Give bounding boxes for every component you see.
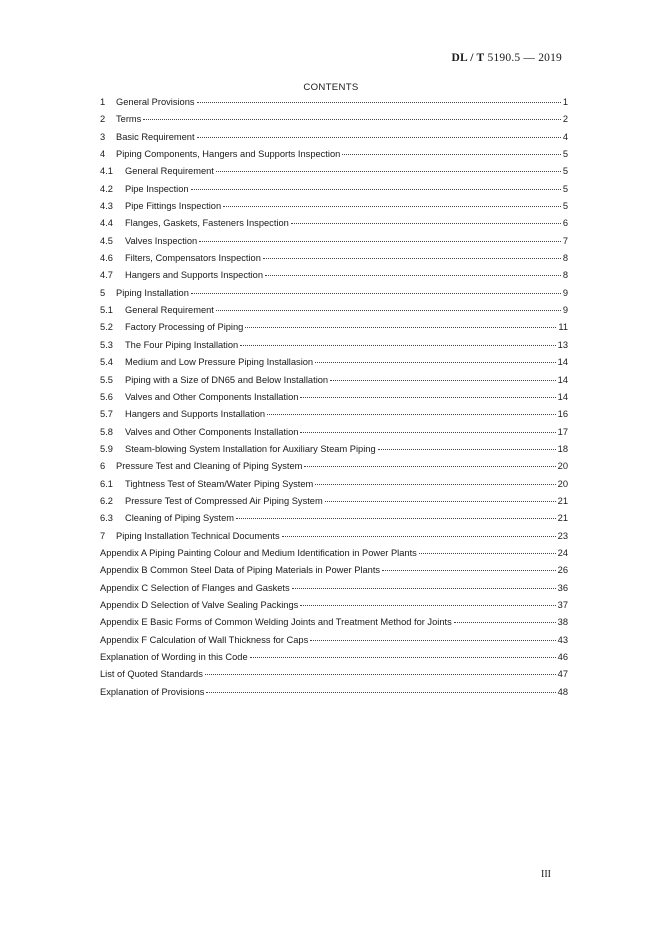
toc-entry-number: 4.4 — [100, 218, 113, 229]
toc-entry-number: 5.7 — [100, 409, 113, 420]
dot-leader — [382, 570, 556, 571]
toc-entry[interactable] — [100, 565, 568, 582]
toc-entry-number: 5.5 — [100, 374, 113, 385]
dot-leader — [282, 536, 556, 537]
toc-entry[interactable] — [100, 496, 568, 513]
dot-leader — [250, 657, 556, 658]
toc-entry-page: 18 — [557, 443, 568, 454]
toc-entry[interactable] — [100, 600, 568, 617]
toc-entry[interactable] — [100, 253, 568, 270]
toc-entry-title: Piping Components, Hangers and Supports Inspection — [116, 149, 341, 160]
toc-entry-number: 5.2 — [100, 322, 113, 333]
toc-entry[interactable] — [100, 652, 568, 669]
toc-entry-number: 5.6 — [100, 391, 113, 402]
toc-entry[interactable] — [100, 444, 568, 461]
toc-entry-page: 11 — [558, 322, 568, 333]
toc-entry-page: 4 — [562, 131, 568, 142]
toc-entry[interactable] — [100, 97, 568, 114]
toc-entry-title: General Provisions — [116, 97, 195, 107]
toc-entry[interactable] — [100, 201, 568, 218]
toc-entry[interactable] — [100, 357, 568, 374]
dot-leader — [342, 154, 561, 155]
dot-leader — [223, 206, 561, 207]
dot-leader — [267, 414, 556, 415]
toc-entry-title: Appendix D Selection of Valve Sealing Packings — [100, 599, 299, 610]
dot-leader — [325, 501, 556, 502]
toc-entry-number: 4.2 — [100, 183, 113, 194]
toc-entry-title: Medium and Low Pressure Piping Installasion — [125, 357, 314, 368]
toc-entry[interactable] — [100, 340, 568, 357]
toc-entry-page: 21 — [557, 513, 568, 524]
dot-leader — [191, 293, 561, 294]
toc-entry-page: 9 — [562, 287, 568, 298]
toc-entry[interactable] — [100, 513, 568, 530]
dot-leader — [300, 397, 555, 398]
dot-leader — [304, 466, 555, 467]
toc-entry[interactable] — [100, 548, 568, 565]
toc-entry[interactable] — [100, 218, 568, 235]
toc-entry-page: 38 — [557, 617, 568, 628]
toc-entry-page: 24 — [557, 547, 568, 558]
toc-entry-title: General Requirement — [125, 305, 214, 316]
toc-entry-title: Flanges, Gaskets, Fasteners Inspection — [125, 218, 289, 229]
toc-entry-page: 5 — [562, 166, 568, 177]
toc-entry-title: Valves and Other Components Installation — [125, 391, 299, 402]
toc-entry[interactable] — [100, 288, 568, 305]
toc-entry-title: Tightness Test of Steam/Water Piping System — [125, 478, 314, 489]
document-code — [451, 52, 562, 64]
toc-entry[interactable] — [100, 669, 568, 686]
dot-leader — [300, 605, 555, 606]
page-number: III — [541, 869, 551, 880]
toc-entry-page: 43 — [557, 634, 568, 645]
toc-entry-title: Appendix A Piping Painting Colour and Medium Identification in Power Plants — [100, 547, 417, 558]
toc-entry-title: Factory Processing of Piping — [125, 322, 244, 333]
toc-entry-title: Explanation of Provisions — [100, 686, 205, 697]
toc-entry-number: 4.1 — [100, 166, 113, 177]
toc-entry-number: 5.1 — [100, 305, 113, 316]
toc-entry-page: 6 — [562, 218, 568, 229]
toc-entry-title: Explanation of Wording in this Code — [100, 652, 248, 662]
toc-entry[interactable] — [100, 687, 568, 704]
toc-entry-page: 46 — [557, 652, 568, 662]
toc-entry-number: 1 — [100, 97, 106, 107]
dot-leader — [292, 588, 556, 589]
toc-entry[interactable] — [100, 392, 568, 409]
dot-leader — [454, 622, 556, 623]
toc-entry-number: 6.2 — [100, 495, 113, 506]
toc-entry[interactable] — [100, 479, 568, 496]
toc-entry[interactable] — [100, 427, 568, 444]
toc-entry-page: 8 — [562, 253, 568, 264]
toc-entry-number: 6 — [100, 461, 106, 472]
toc-entry-number: 5.8 — [100, 426, 113, 437]
toc-entry-page: 8 — [562, 270, 568, 281]
dot-leader — [216, 171, 561, 172]
toc-entry-number: 6.1 — [100, 478, 113, 489]
toc-entry[interactable] — [100, 375, 568, 392]
toc-entry-page: 16 — [557, 409, 568, 420]
toc-entry-number: 5 — [100, 287, 106, 298]
toc-entry-title: Filters, Compensators Inspection — [125, 253, 261, 264]
toc-entry[interactable] — [100, 531, 568, 548]
toc-entry-number: 5.3 — [100, 339, 113, 350]
dot-leader — [291, 223, 561, 224]
toc-entry-page: 1 — [562, 97, 568, 107]
toc-entry-title: List of Quoted Standards — [100, 669, 203, 680]
toc-entry[interactable] — [100, 149, 568, 166]
toc-entry-page: 7 — [562, 235, 568, 246]
table-of-contents — [100, 97, 568, 704]
toc-entry-title: Hangers and Supports Inspection — [125, 270, 263, 281]
toc-entry-title: Appendix E Basic Forms of Common Welding Joints and Treatment Method for Joints — [100, 617, 452, 628]
toc-entry-number: 3 — [100, 131, 106, 142]
dot-leader — [315, 484, 555, 485]
toc-entry-title: The Four Piping Installation — [125, 339, 239, 350]
toc-entry-number: 4.3 — [100, 201, 113, 212]
toc-entry[interactable] — [100, 184, 568, 201]
dot-leader — [378, 449, 556, 450]
dot-leader — [199, 241, 561, 242]
toc-entry[interactable] — [100, 236, 568, 253]
toc-entry-page: 5 — [562, 149, 568, 160]
dot-leader — [310, 640, 555, 641]
toc-entry-page: 5 — [562, 201, 568, 212]
toc-entry-title: Terms — [116, 114, 142, 125]
toc-entry-page: 36 — [557, 582, 568, 593]
standard-prefix: DL / T — [451, 52, 485, 64]
toc-entry-number: 4 — [100, 149, 106, 160]
toc-entry[interactable] — [100, 114, 568, 131]
toc-entry-title: Piping Installation Technical Documents — [116, 530, 280, 541]
toc-entry[interactable] — [100, 322, 568, 339]
toc-entry[interactable] — [100, 132, 568, 149]
toc-entry-page: 47 — [557, 669, 568, 680]
toc-entry-number: 4.5 — [100, 235, 113, 246]
dot-leader — [191, 189, 561, 190]
toc-entry-page: 20 — [557, 478, 568, 489]
toc-entry-page: 17 — [557, 426, 568, 437]
toc-entry-title: Hangers and Supports Installation — [125, 409, 266, 420]
dot-leader — [240, 345, 555, 346]
toc-entry-page: 14 — [557, 391, 568, 402]
toc-entry-title: Steam-blowing System Installation for Auxiliary Steam Piping — [125, 443, 376, 454]
toc-entry-title: Appendix B Common Steel Data of Piping Materials in Power Plants — [100, 565, 381, 576]
toc-entry-page: 20 — [557, 461, 568, 472]
toc-entry-title: Basic Requirement — [116, 131, 195, 142]
toc-entry[interactable] — [100, 617, 568, 634]
toc-entry-title: Appendix C Selection of Flanges and Gaskets — [100, 582, 290, 593]
dot-leader — [245, 327, 556, 328]
toc-entry-number: 5.9 — [100, 443, 113, 454]
dot-leader — [300, 432, 555, 433]
toc-entry[interactable] — [100, 270, 568, 287]
toc-entry-title: Pipe Fittings Inspection — [125, 201, 222, 212]
toc-entry-title: General Requirement — [125, 166, 214, 177]
standard-number: 5190.5 — 2019 — [487, 52, 562, 64]
toc-entry-title: Valves Inspection — [125, 235, 198, 246]
toc-entry-title: Piping Installation — [116, 287, 189, 298]
toc-entry[interactable] — [100, 305, 568, 322]
toc-entry-number: 7 — [100, 530, 106, 541]
dot-leader — [419, 553, 556, 554]
toc-entry-title: Pipe Inspection — [125, 183, 189, 194]
dot-leader — [216, 310, 561, 311]
toc-entry[interactable] — [100, 461, 568, 478]
toc-entry-page: 21 — [557, 495, 568, 506]
page-title: CONTENTS — [303, 82, 359, 93]
toc-entry-page: 23 — [557, 530, 568, 541]
dot-leader — [206, 692, 555, 693]
toc-entry-page: 5 — [562, 183, 568, 194]
dot-leader — [197, 137, 561, 138]
dot-leader — [143, 119, 561, 120]
toc-entry-number: 2 — [100, 114, 106, 125]
toc-entry-page: 37 — [557, 599, 568, 610]
dot-leader — [197, 102, 561, 103]
toc-entry-title: Appendix F Calculation of Wall Thickness for Caps — [100, 634, 309, 645]
toc-entry-title: Piping with a Size of DN65 and Below Installation — [125, 374, 329, 385]
dot-leader — [205, 674, 556, 675]
toc-entry-number: 5.4 — [100, 357, 113, 368]
toc-entry-page: 26 — [557, 565, 568, 576]
dot-leader — [315, 362, 556, 363]
toc-entry-page: 2 — [562, 114, 568, 125]
toc-entry-page: 13 — [557, 339, 568, 350]
dot-leader — [263, 258, 561, 259]
toc-entry-number: 4.7 — [100, 270, 113, 281]
toc-entry-title: Cleaning of Piping System — [125, 513, 235, 524]
toc-entry-title: Valves and Other Components Installation — [125, 426, 299, 437]
dot-leader — [330, 380, 556, 381]
toc-entry[interactable] — [100, 409, 568, 426]
dot-leader — [265, 275, 561, 276]
toc-entry[interactable] — [100, 635, 568, 652]
toc-entry-page: 14 — [557, 357, 568, 368]
toc-entry-page: 9 — [562, 305, 568, 316]
toc-entry[interactable] — [100, 583, 568, 600]
toc-entry-page: 48 — [557, 686, 568, 697]
toc-entry-number: 6.3 — [100, 513, 113, 524]
toc-entry-page: 14 — [557, 374, 568, 385]
toc-entry-title: Pressure Test of Compressed Air Piping System — [125, 495, 323, 506]
toc-entry[interactable] — [100, 166, 568, 183]
dot-leader — [236, 518, 556, 519]
toc-entry-title: Pressure Test and Cleaning of Piping System — [116, 461, 303, 472]
toc-entry-number: 4.6 — [100, 253, 113, 264]
